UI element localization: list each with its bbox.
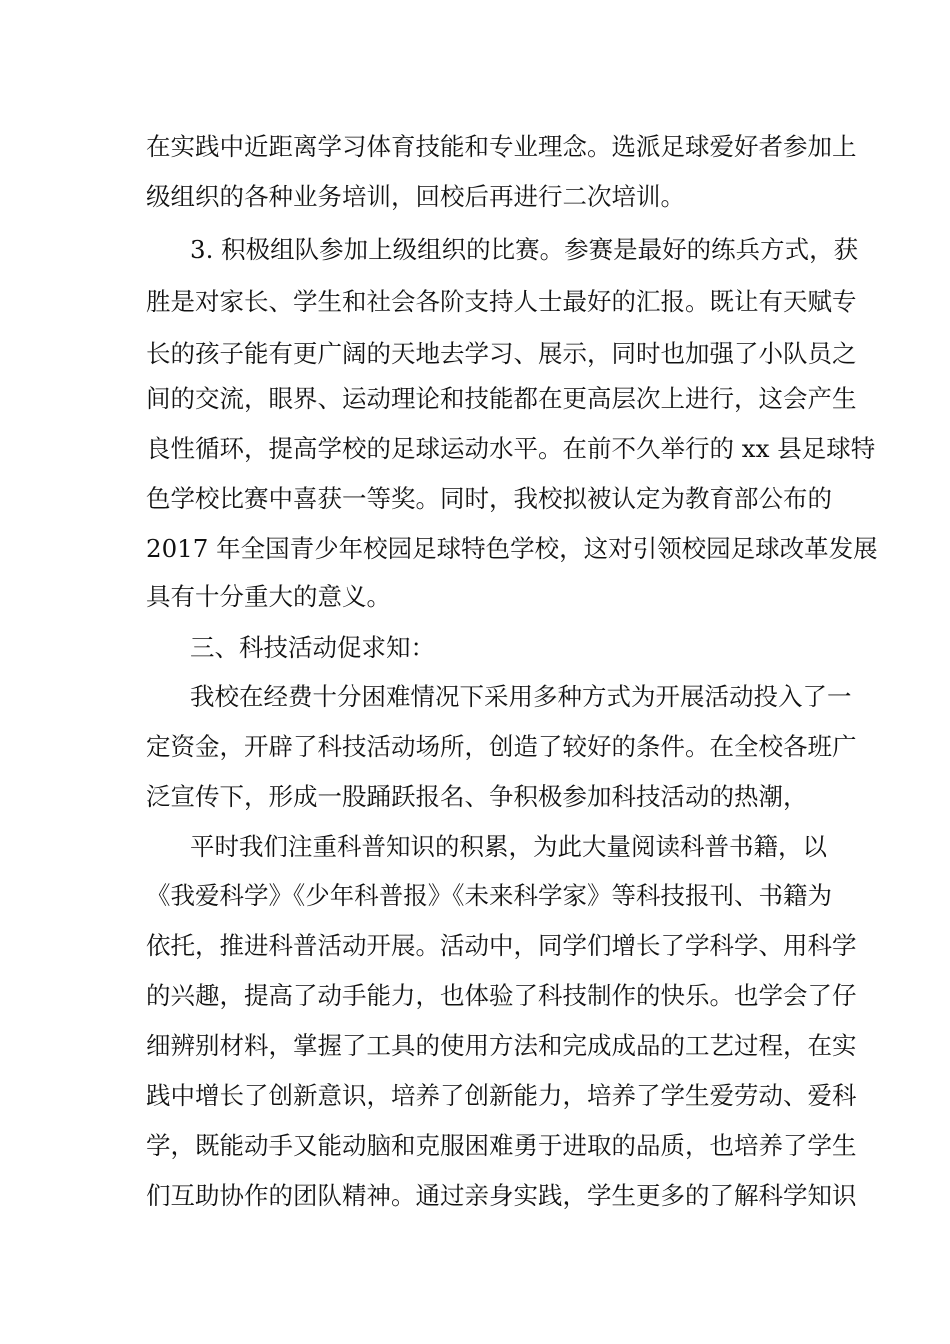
text-line: 平时我们注重科普知识的积累，为此大量阅读科普书籍，以 — [190, 832, 827, 861]
text-line: 的兴趣，提高了动手能力，也体验了科技制作的快乐。也学会了仔 — [146, 981, 857, 1010]
text-line: 定资金，开辟了科技活动场所，创造了较好的条件。在全校各班广 — [146, 732, 857, 761]
text-line: 3. 积极组队参加上级组织的比赛。参赛是最好的练兵方式，获 — [190, 235, 859, 264]
text-line: 在实践中近距离学习体育技能和专业理念。选派足球爱好者参加上 — [146, 132, 857, 161]
text-line: 良性循环，提高学校的足球运动水平。在前不久举行的 xx 县足球特 — [146, 434, 876, 463]
text-line: 细辨别材料，掌握了工具的使用方法和完成成品的工艺过程，在实 — [146, 1031, 857, 1060]
text-line: 2017 年全国青少年校园足球特色学校，这对引领校园足球改革发展 — [146, 534, 878, 563]
text-line: 色学校比赛中喜获一等奖。同时，我校拟被认定为教育部公布的 — [146, 484, 832, 513]
text-line: 长的孩子能有更广阔的天地去学习、展示，同时也加强了小队员之 — [146, 339, 857, 368]
text-line: 泛宣传下，形成一股踊跃报名、争积极参加科技活动的热潮， — [146, 782, 808, 811]
text-line: 级组织的各种业务培训，回校后再进行二次培训。 — [146, 182, 685, 211]
text-line: 间的交流，眼界、运动理论和技能都在更高层次上进行，这会产生 — [146, 384, 857, 413]
text-line: 践中增长了创新意识，培养了创新能力，培养了学生爱劳动、爱科 — [146, 1081, 857, 1110]
text-line: 学，既能动手又能动脑和克服困难勇于进取的品质，也培养了学生 — [146, 1131, 857, 1160]
text-line: 《我爱科学》《少年科普报》《未来科学家》等科技报刊、书籍为 — [146, 881, 832, 910]
text-line: 依托，推进科普活动开展。活动中，同学们增长了学科学、用科学 — [146, 931, 857, 960]
text-line: 我校在经费十分困难情况下采用多种方式为开展活动投入了一 — [190, 682, 852, 711]
section-heading: 三、科技活动促求知： — [190, 633, 435, 662]
text-line: 胜是对家长、学生和社会各阶支持人士最好的汇报。既让有天赋专 — [146, 287, 857, 316]
text-line: 具有十分重大的意义。 — [146, 582, 391, 611]
text-line: 们互助协作的团队精神。通过亲身实践，学生更多的了解科学知识 — [146, 1181, 857, 1210]
